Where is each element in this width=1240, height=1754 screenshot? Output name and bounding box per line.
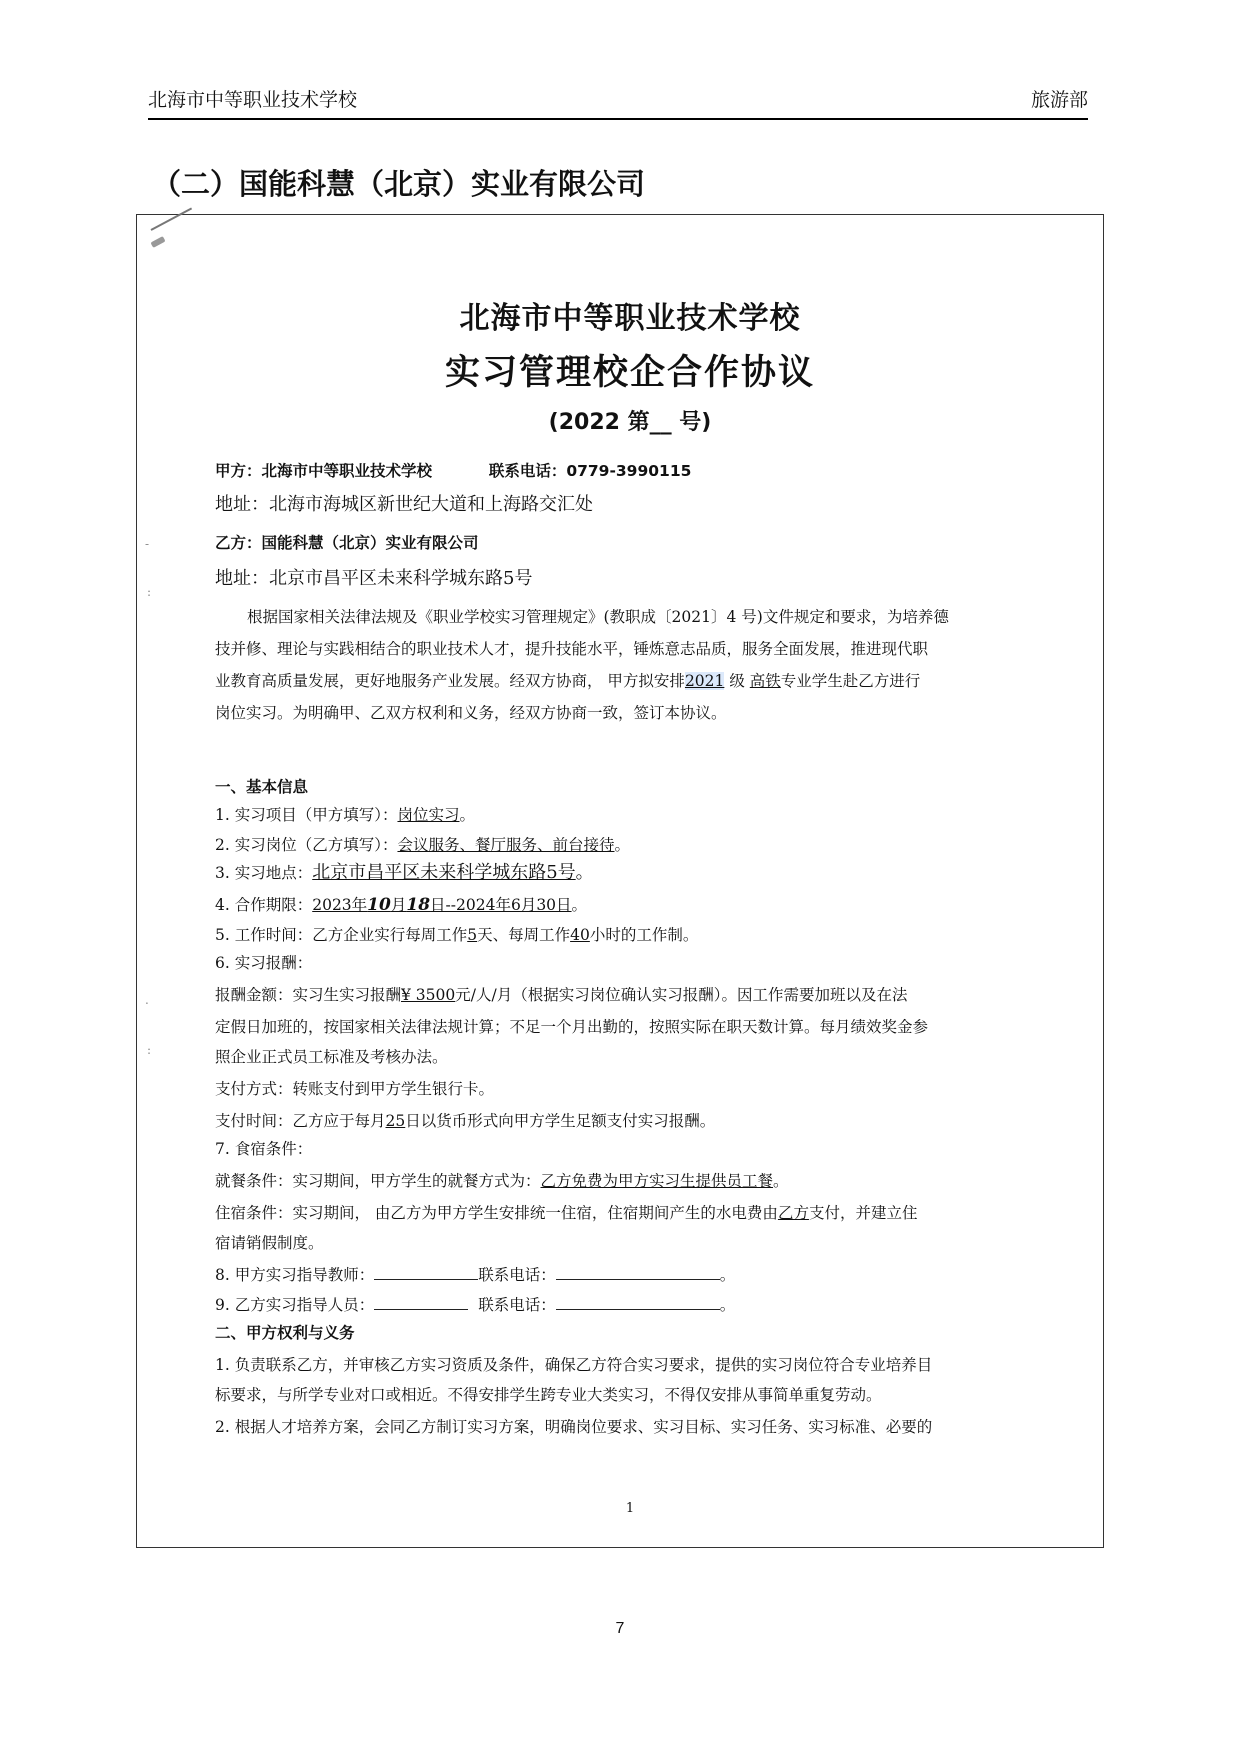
pay-day: 25 bbox=[385, 1112, 406, 1130]
intro-line-3: 业教育高质量发展，更好地服务产业发展。经双方协商， 甲方拟安排2021 级 高铁专业学生赴乙方进行 bbox=[215, 672, 921, 690]
pay-line-1: 报酬金额：实习生实习报酬¥ 3500元/人/月（根据实习岗位确认实习报酬）。因工作需要加班以及在法 bbox=[215, 986, 908, 1004]
party-a: 甲方：北海市中等职业技术学校 bbox=[215, 462, 433, 480]
mentor-blank bbox=[374, 1295, 468, 1310]
item-3: 3. 实习地点：北京市昌平区未来科学城东路5号。 bbox=[215, 862, 594, 883]
item-1: 1. 实习项目（甲方填写）：岗位实习。 bbox=[215, 806, 475, 824]
header-school-name: 北海市中等职业技术学校 bbox=[148, 89, 358, 111]
mentor-phone-blank bbox=[556, 1295, 720, 1310]
scan-speck: : bbox=[147, 585, 152, 599]
pay-amount: ¥ 3500 bbox=[401, 986, 456, 1004]
major-value: 高铁 bbox=[749, 672, 781, 690]
pay-time: 支付时间：乙方应于每月25日以货币形式向甲方学生足额支付实习报酬。 bbox=[215, 1112, 716, 1130]
intro-line-1: 根据国家相关法律法规及《职业学校实习管理规定》(教职成〔2021〕4 号)文件规定和要求，为培养德 bbox=[247, 608, 949, 626]
rights-1-line-1: 1. 负责联系乙方，并审核乙方实习资质及条件，确保乙方符合实习要求，提供的实习岗位符合专业培养目 bbox=[215, 1356, 933, 1374]
party-b-address: 地址：北京市昌平区未来科学城东路5号 bbox=[215, 568, 533, 589]
item-9: 9. 乙方实习指导人员： 联系电话： 。 bbox=[215, 1296, 736, 1314]
scan-speck: . bbox=[145, 993, 149, 1007]
housing-line-2: 宿请销假制度。 bbox=[215, 1234, 324, 1252]
internship-project: 岗位实习 bbox=[397, 806, 460, 824]
doc-title: 实习管理校企合作协议 bbox=[444, 353, 815, 393]
teacher-phone-blank bbox=[556, 1265, 720, 1280]
party-a-address: 地址：北海市海城区新世纪大道和上海路交汇处 bbox=[215, 494, 593, 515]
scan-speck: - bbox=[145, 537, 150, 551]
intro-line-4: 岗位实习。为明确甲、乙双方权利和义务，经双方协商一致，签订本协议。 bbox=[215, 704, 727, 722]
item-7: 7. 食宿条件： bbox=[215, 1140, 313, 1158]
section-basic-info: 一、基本信息 bbox=[215, 778, 309, 796]
scanned-agreement bbox=[136, 214, 1104, 1548]
work-days: 5 bbox=[467, 926, 478, 944]
party-b: 乙方：国能科慧（北京）实业有限公司 bbox=[215, 534, 479, 552]
internship-location: 北京市昌平区未来科学城东路5号 bbox=[312, 862, 576, 883]
item-5: 5. 工作时间：乙方企业实行每周工作5天、每周工作40小时的工作制。 bbox=[215, 926, 699, 944]
pen-mark-tip bbox=[150, 236, 165, 248]
party-a-phone: 联系电话：0779-3990115 bbox=[488, 462, 692, 480]
item-8: 8. 甲方实习指导教师： 联系电话： 。 bbox=[215, 1266, 736, 1284]
grade-value: 2021 bbox=[684, 672, 725, 690]
doc-school-title: 北海市中等职业技术学校 bbox=[459, 301, 801, 336]
rights-1-line-2: 标要求，与所学专业对口或相近。不得安排学生跨专业大类实习，不得仅安排从事简单重复劳动。 bbox=[215, 1386, 882, 1404]
item-4: 4. 合作期限：2023年10月18日--2024年6月30日。 bbox=[215, 895, 588, 915]
meal-condition: 就餐条件：实习期间，甲方学生的就餐方式为：乙方免费为甲方实习生提供员工餐。 bbox=[215, 1172, 789, 1190]
party-a-row bbox=[215, 461, 691, 481]
section-title: （二）国能科慧（北京）实业有限公司 bbox=[152, 167, 646, 201]
rights-2-line-1: 2. 根据人才培养方案，会同乙方制订实习方案，明确岗位要求、实习目标、实习任务、实习标准、必要的 bbox=[215, 1418, 933, 1436]
utility-payer: 乙方 bbox=[777, 1204, 809, 1222]
scan-page-number: 1 bbox=[625, 1501, 635, 1516]
internship-positions: 会议服务、餐厅服务、前台接待 bbox=[397, 836, 615, 854]
doc-number: (2022 第__ 号) bbox=[548, 410, 712, 435]
pay-line-3: 照企业正式员工标准及考核办法。 bbox=[215, 1048, 448, 1066]
pay-method: 支付方式：转账支付到甲方学生银行卡。 bbox=[215, 1080, 495, 1098]
page-header bbox=[148, 88, 1088, 120]
handwritten-month: 10 bbox=[367, 895, 391, 915]
pay-line-2: 定假日加班的，按国家相关法律法规计算；不足一个月出勤的，按照实际在职天数计算。每月绩效奖金参 bbox=[215, 1018, 929, 1036]
page-number: 7 bbox=[615, 1620, 625, 1637]
pen-mark bbox=[151, 208, 193, 231]
meal-value: 乙方免费为甲方实习生提供员工餐 bbox=[540, 1172, 774, 1190]
teacher-blank bbox=[374, 1265, 478, 1280]
item-6: 6. 实习报酬： bbox=[215, 954, 313, 972]
item-2: 2. 实习岗位（乙方填写）：会议服务、餐厅服务、前台接待。 bbox=[215, 836, 630, 854]
scan-speck: : bbox=[147, 1043, 152, 1057]
work-hours: 40 bbox=[570, 926, 590, 944]
housing-condition: 住宿条件：实习期间， 由乙方为甲方学生安排统一住宿，住宿期间产生的水电费由乙方支付，并建立住 bbox=[215, 1204, 918, 1222]
intro-line-2: 技并修、理论与实践相结合的职业技术人才，提升技能水平，锤炼意志品质，服务全面发展，推进现代职 bbox=[215, 640, 929, 658]
header-department: 旅游部 bbox=[1030, 89, 1088, 111]
handwritten-day: 18 bbox=[406, 895, 431, 915]
section-party-a-rights: 二、甲方权利与义务 bbox=[215, 1324, 355, 1342]
